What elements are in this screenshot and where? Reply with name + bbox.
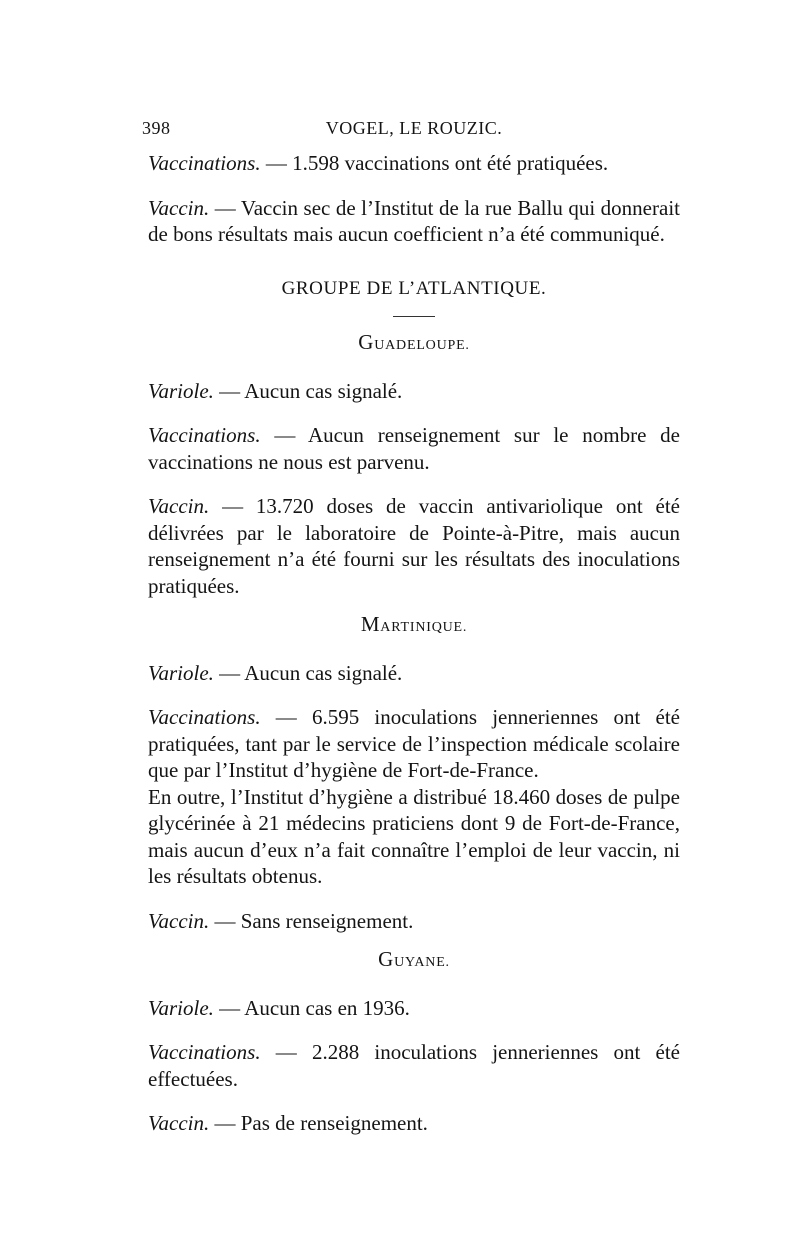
label-variole: Variole. — [148, 378, 214, 403]
text-vaccinations: — 6.595 inoculations jenneriennes ont été pratiquées, tant par le service de l’inspection médicale scolaire que par l’Institut d’hygiène de Fort-de-France. — [148, 705, 680, 782]
subsection-martinique — [148, 611, 680, 642]
label-variole: Variole. — [148, 660, 214, 685]
text-vaccin: — 13.720 doses de vaccin antivariolique ont été délivrées par le laboratoire de Pointe-à-Pitre, mais aucun renseignement n’a été fourni sur les résultats des inoculations pratiquées. — [148, 494, 680, 598]
text-vaccinations: — 1.598 vaccinations ont été pratiquées. — [260, 151, 609, 175]
paragraph-guadeloupe-vaccinations — [148, 422, 680, 475]
paragraph-guadeloupe-variole — [148, 378, 680, 405]
subsection-guadeloupe-rest: UADELOUPE. — [374, 338, 470, 353]
subsection-guadeloupe — [148, 329, 680, 360]
label-vaccin: Vaccin. — [148, 195, 210, 220]
text-vaccin: — Vaccin sec de l’Institut de la rue Ballu qui donnerait de bons résultats mais aucun coefficient n’a été communiqué. — [148, 195, 680, 246]
subsection-guyane-initial: G — [378, 947, 395, 971]
paragraph-martinique-variole — [148, 660, 680, 687]
paragraph-guyane-vaccinations — [148, 1039, 680, 1092]
paragraph-guyane-vaccin — [148, 1110, 680, 1137]
label-vaccin: Vaccin. — [148, 908, 210, 933]
paragraph-vaccin-source — [148, 195, 680, 248]
paragraph-martinique-vaccin — [148, 908, 680, 935]
paragraph-martinique-vaccinations — [148, 704, 680, 784]
text-vaccinations: — Aucun renseignement sur le nombre de vaccinations ne nous est parvenu. — [148, 423, 680, 474]
paragraph-guadeloupe-vaccin — [148, 493, 680, 599]
section-title-atlantique: GROUPE DE L’ATLANTIQUE. — [281, 277, 547, 299]
section-divider — [393, 316, 435, 317]
page-body — [148, 150, 680, 1137]
text-en-outre: En outre, l’Institut d’hygiène a distribué 18.460 doses de pulpe glycérinée à 21 médecins praticiens dont 9 de Fort-de-France, mais aucun d’eux n’a fait connaître l’emploi de leur vaccin, ni les résultats obtenus. — [148, 784, 680, 888]
label-vaccinations: Vaccinations. — [148, 151, 261, 175]
label-vaccinations: Vaccinations. — [148, 423, 261, 447]
text-vaccinations: — 2.288 inoculations jenneriennes ont été effectuées. — [148, 1040, 680, 1091]
label-vaccin: Vaccin. — [148, 494, 210, 518]
paragraph-guyane-variole — [148, 995, 680, 1022]
label-variole: Variole. — [148, 995, 214, 1020]
paragraph-martinique-en-outre — [148, 784, 680, 890]
subsection-guyane — [148, 946, 680, 977]
text-vaccin: — Sans renseignement. — [209, 908, 414, 933]
subsection-martinique-rest: ARTINIQUE. — [380, 620, 468, 635]
subsection-martinique-initial: M — [360, 612, 381, 636]
label-vaccin: Vaccin. — [148, 1111, 210, 1135]
text-vaccin: — Pas de renseignement. — [209, 1111, 428, 1135]
text-variole: — Aucun cas en 1936. — [213, 995, 410, 1020]
text-variole: — Aucun cas signalé. — [213, 660, 403, 685]
text-variole: — Aucun cas signalé. — [213, 378, 403, 403]
page-number: 398 — [142, 118, 171, 138]
running-header — [142, 118, 680, 146]
label-vaccinations: Vaccinations. — [148, 1040, 261, 1064]
subsection-guyane-rest: UYANE. — [394, 955, 450, 970]
label-vaccinations: Vaccinations. — [148, 705, 261, 729]
running-title: VOGEL, LE ROUZIC. — [325, 118, 503, 138]
paragraph-vaccinations-count — [148, 150, 680, 177]
subsection-guadeloupe-initial: G — [358, 330, 375, 354]
